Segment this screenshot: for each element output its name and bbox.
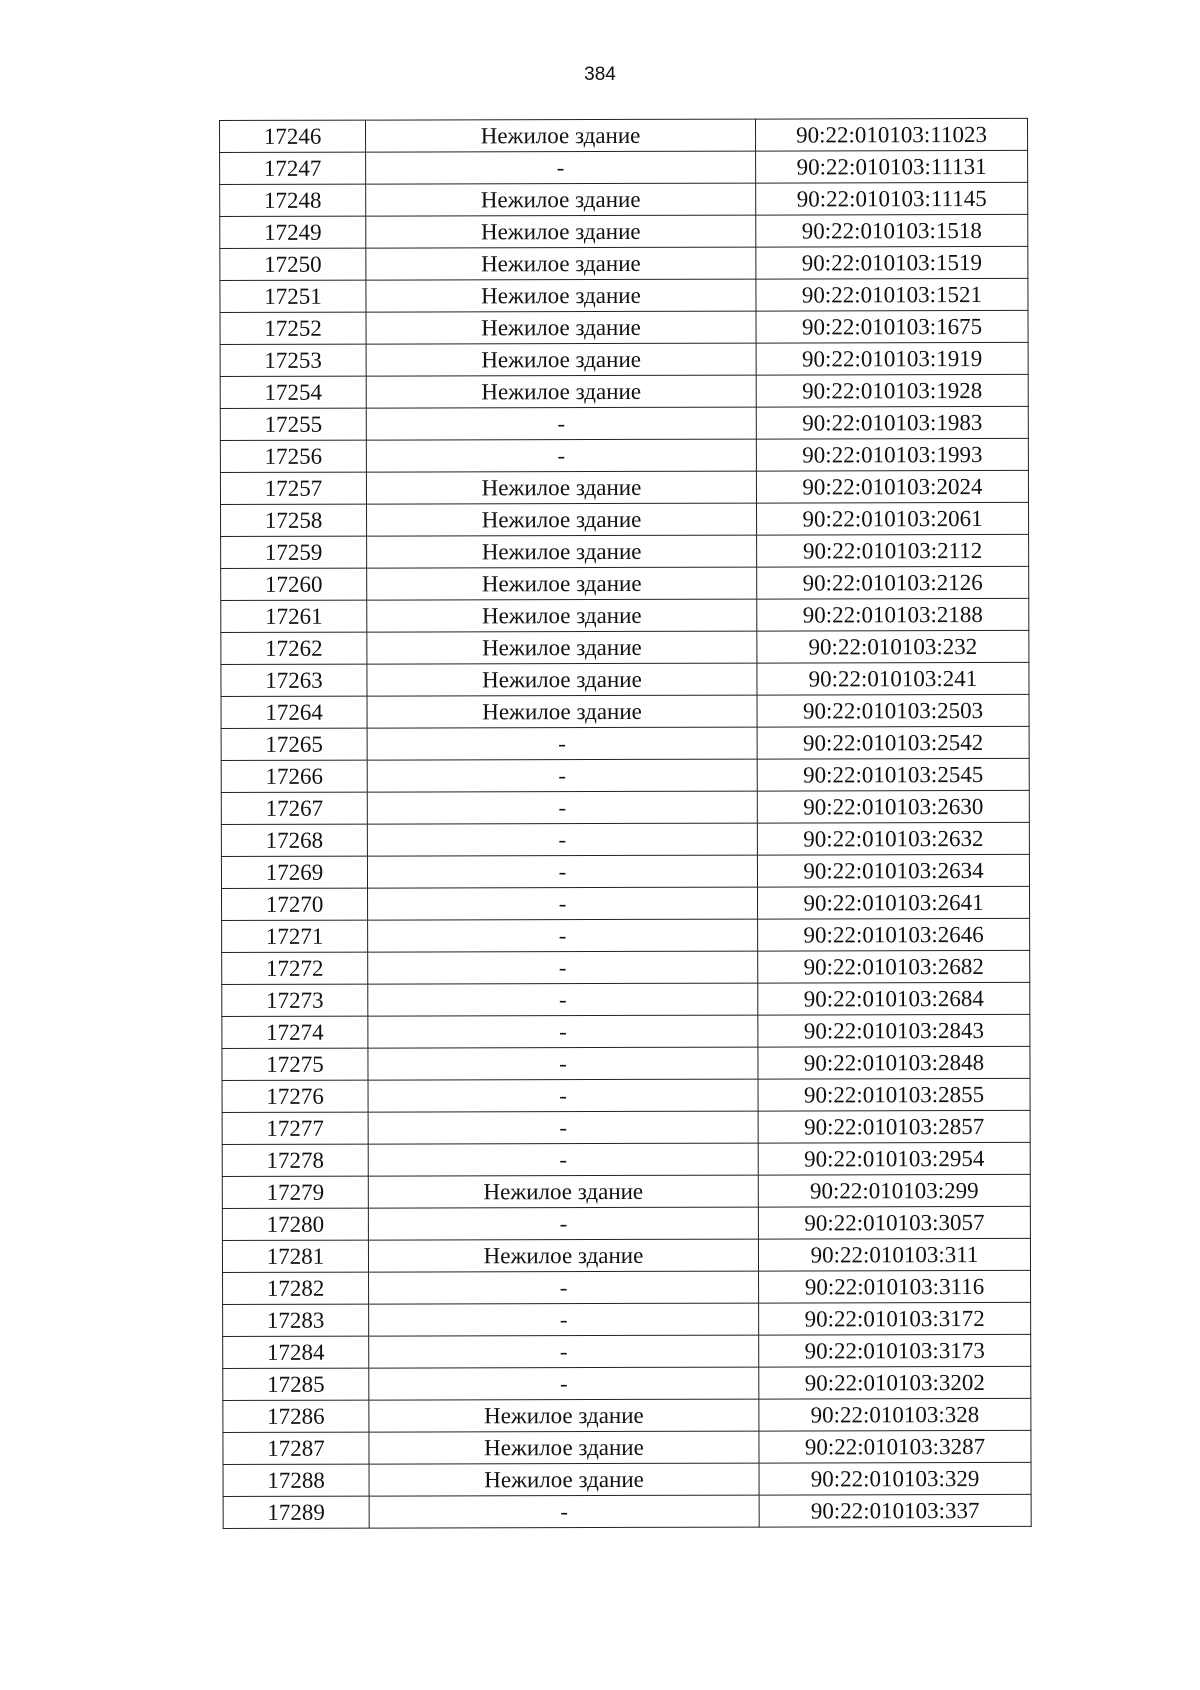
cadastral-number-cell: 90:22:010103:299 [758, 1174, 1030, 1207]
table-row [222, 1014, 1030, 1048]
cadastral-number-cell: 90:22:010103:328 [759, 1398, 1031, 1431]
table-row [220, 470, 1028, 504]
table-row [221, 534, 1029, 568]
table-row [223, 1430, 1031, 1464]
cadastral-number-cell: 90:22:010103:1521 [756, 278, 1028, 311]
row-number-cell: 17279 [222, 1176, 368, 1208]
object-type-cell: Нежилое здание [369, 1399, 759, 1432]
table-row [222, 1078, 1030, 1112]
row-number-cell: 17285 [223, 1368, 369, 1400]
object-type-cell: Нежилое здание [367, 535, 757, 568]
object-type-cell: - [368, 1111, 758, 1144]
row-number-cell: 17278 [222, 1144, 368, 1176]
table-row [221, 758, 1029, 792]
table-row [222, 1174, 1030, 1208]
table-row [222, 886, 1030, 920]
table-body [220, 118, 1032, 1528]
row-number-cell: 17286 [223, 1400, 369, 1432]
cadastral-number-cell: 90:22:010103:2061 [757, 502, 1029, 535]
row-number-cell: 17282 [223, 1272, 369, 1304]
cadastral-number-cell: 90:22:010103:1983 [756, 406, 1028, 439]
table-row [223, 1494, 1031, 1528]
cadastral-number-cell: 90:22:010103:2682 [758, 950, 1030, 983]
object-type-cell: - [367, 855, 757, 888]
table-row [223, 1334, 1031, 1368]
object-type-cell: Нежилое здание [367, 695, 757, 728]
row-number-cell: 17272 [222, 952, 368, 984]
cadastral-number-cell: 90:22:010103:232 [757, 630, 1029, 663]
cadastral-number-cell: 90:22:010103:2857 [758, 1110, 1030, 1143]
row-number-cell: 17266 [221, 760, 367, 792]
table-row [223, 1398, 1031, 1432]
cadastral-number-cell: 90:22:010103:2848 [758, 1046, 1030, 1079]
cadastral-number-cell: 90:22:010103:241 [757, 662, 1029, 695]
row-number-cell: 17262 [221, 632, 367, 664]
cadastral-number-cell: 90:22:010103:2126 [757, 566, 1029, 599]
object-type-cell: Нежилое здание [367, 663, 757, 696]
cadastral-number-cell: 90:22:010103:2632 [757, 822, 1029, 855]
row-number-cell: 17248 [220, 184, 366, 216]
table-row [220, 342, 1028, 376]
object-type-cell: Нежилое здание [366, 119, 756, 152]
row-number-cell: 17275 [222, 1048, 368, 1080]
row-number-cell: 17268 [221, 824, 367, 856]
object-type-cell: - [369, 1495, 759, 1528]
table-row [222, 1206, 1030, 1240]
table-row [222, 950, 1030, 984]
row-number-cell: 17271 [222, 920, 368, 952]
table-row [220, 246, 1028, 280]
cadastral-number-cell: 90:22:010103:2634 [757, 854, 1029, 887]
table-row [220, 374, 1028, 408]
table-row [220, 182, 1028, 216]
cadastral-number-cell: 90:22:010103:2112 [757, 534, 1029, 567]
object-type-cell: - [368, 919, 758, 952]
row-number-cell: 17250 [220, 248, 366, 280]
cadastral-number-cell: 90:22:010103:311 [758, 1238, 1030, 1271]
row-number-cell: 17251 [220, 280, 366, 312]
object-type-cell: - [368, 1015, 758, 1048]
object-type-cell: Нежилое здание [367, 503, 757, 536]
object-type-cell: - [368, 1047, 758, 1080]
object-type-cell: - [368, 1143, 758, 1176]
table-row [223, 1270, 1031, 1304]
cadastral-number-cell: 90:22:010103:3173 [759, 1334, 1031, 1367]
table-row [221, 694, 1029, 728]
cadastral-number-cell: 90:22:010103:11145 [756, 182, 1028, 215]
cadastral-number-cell: 90:22:010103:2954 [758, 1142, 1030, 1175]
row-number-cell: 17274 [222, 1016, 368, 1048]
table-row [220, 438, 1028, 472]
row-number-cell: 17265 [221, 728, 367, 760]
object-type-cell: - [368, 1079, 758, 1112]
object-type-cell: Нежилое здание [366, 343, 756, 376]
row-number-cell: 17261 [221, 600, 367, 632]
object-type-cell: - [367, 823, 757, 856]
cadastral-number-cell: 90:22:010103:329 [759, 1462, 1031, 1495]
row-number-cell: 17270 [222, 888, 368, 920]
row-number-cell: 17254 [220, 376, 366, 408]
object-type-cell: - [367, 759, 757, 792]
row-number-cell: 17273 [222, 984, 368, 1016]
object-type-cell: - [369, 1367, 759, 1400]
cadastral-number-cell: 90:22:010103:3202 [759, 1366, 1031, 1399]
row-number-cell: 17281 [222, 1240, 368, 1272]
table-row [221, 662, 1029, 696]
object-type-cell: Нежилое здание [366, 183, 756, 216]
table-row [222, 1142, 1030, 1176]
object-type-cell: Нежилое здание [366, 247, 756, 280]
object-type-cell: Нежилое здание [369, 1431, 759, 1464]
row-number-cell: 17287 [223, 1432, 369, 1464]
object-type-cell: - [369, 1335, 759, 1368]
object-type-cell: - [366, 407, 756, 440]
object-type-cell: Нежилое здание [366, 471, 756, 504]
cadastral-table [219, 118, 1032, 1529]
object-type-cell: Нежилое здание [368, 1175, 758, 1208]
cadastral-number-cell: 90:22:010103:1675 [756, 310, 1028, 343]
table-row [223, 1366, 1031, 1400]
table-row [221, 502, 1029, 536]
row-number-cell: 17288 [223, 1464, 369, 1496]
row-number-cell: 17255 [220, 408, 366, 440]
cadastral-number-cell: 90:22:010103:1993 [756, 438, 1028, 471]
table-row [222, 982, 1030, 1016]
object-type-cell: Нежилое здание [367, 599, 757, 632]
object-type-cell: Нежилое здание [368, 1239, 758, 1272]
cadastral-number-cell: 90:22:010103:2630 [757, 790, 1029, 823]
object-type-cell: Нежилое здание [366, 279, 756, 312]
row-number-cell: 17247 [220, 152, 366, 184]
table-row [221, 566, 1029, 600]
cadastral-number-cell: 90:22:010103:2188 [757, 598, 1029, 631]
cadastral-number-cell: 90:22:010103:2503 [757, 694, 1029, 727]
row-number-cell: 17253 [220, 344, 366, 376]
cadastral-number-cell: 90:22:010103:2646 [758, 918, 1030, 951]
cadastral-number-cell: 90:22:010103:337 [759, 1494, 1031, 1527]
cadastral-number-cell: 90:22:010103:3057 [758, 1206, 1030, 1239]
object-type-cell: - [368, 1207, 758, 1240]
row-number-cell: 17283 [223, 1304, 369, 1336]
table-row [220, 214, 1028, 248]
row-number-cell: 17256 [220, 440, 366, 472]
object-type-cell: - [366, 439, 756, 472]
object-type-cell: Нежилое здание [369, 1463, 759, 1496]
table-row [220, 150, 1028, 184]
row-number-cell: 17284 [223, 1336, 369, 1368]
cadastral-number-cell: 90:22:010103:1519 [756, 246, 1028, 279]
cadastral-number-cell: 90:22:010103:3116 [759, 1270, 1031, 1303]
cadastral-number-cell: 90:22:010103:2843 [758, 1014, 1030, 1047]
cadastral-number-cell: 90:22:010103:1518 [756, 214, 1028, 247]
row-number-cell: 17246 [220, 120, 366, 152]
row-number-cell: 17289 [223, 1496, 369, 1528]
table-row [222, 918, 1030, 952]
cadastral-number-cell: 90:22:010103:1919 [756, 342, 1028, 375]
cadastral-number-cell: 90:22:010103:3287 [759, 1430, 1031, 1463]
table-row [220, 118, 1028, 152]
table-row [223, 1462, 1031, 1496]
table-row [220, 406, 1028, 440]
row-number-cell: 17249 [220, 216, 366, 248]
object-type-cell: - [367, 791, 757, 824]
cadastral-number-cell: 90:22:010103:3172 [759, 1302, 1031, 1335]
table-row [223, 1302, 1031, 1336]
row-number-cell: 17258 [221, 504, 367, 536]
row-number-cell: 17267 [221, 792, 367, 824]
object-type-cell: Нежилое здание [366, 311, 756, 344]
row-number-cell: 17280 [222, 1208, 368, 1240]
object-type-cell: Нежилое здание [367, 567, 757, 600]
table-row [220, 310, 1028, 344]
cadastral-number-cell: 90:22:010103:2024 [756, 470, 1028, 503]
cadastral-number-cell: 90:22:010103:2542 [757, 726, 1029, 759]
row-number-cell: 17260 [221, 568, 367, 600]
object-type-cell: Нежилое здание [367, 631, 757, 664]
cadastral-number-cell: 90:22:010103:1928 [756, 374, 1028, 407]
row-number-cell: 17264 [221, 696, 367, 728]
table-row [222, 1110, 1030, 1144]
row-number-cell: 17276 [222, 1080, 368, 1112]
table-row [222, 1046, 1030, 1080]
table-row [221, 630, 1029, 664]
table-row [221, 726, 1029, 760]
table-row [222, 1238, 1030, 1272]
table-row [221, 822, 1029, 856]
row-number-cell: 17277 [222, 1112, 368, 1144]
table-row [221, 598, 1029, 632]
object-type-cell: - [368, 951, 758, 984]
object-type-cell: - [367, 727, 757, 760]
row-number-cell: 17257 [220, 472, 366, 504]
object-type-cell: - [366, 151, 756, 184]
object-type-cell: Нежилое здание [366, 215, 756, 248]
cadastral-number-cell: 90:22:010103:2641 [758, 886, 1030, 919]
object-type-cell: - [368, 983, 758, 1016]
cadastral-number-cell: 90:22:010103:11023 [755, 118, 1027, 151]
object-type-cell: Нежилое здание [366, 375, 756, 408]
table-row [220, 278, 1028, 312]
cadastral-number-cell: 90:22:010103:2855 [758, 1078, 1030, 1111]
cadastral-number-cell: 90:22:010103:2545 [757, 758, 1029, 791]
row-number-cell: 17252 [220, 312, 366, 344]
row-number-cell: 17259 [221, 536, 367, 568]
cadastral-number-cell: 90:22:010103:11131 [756, 150, 1028, 183]
row-number-cell: 17269 [221, 856, 367, 888]
object-type-cell: - [368, 887, 758, 920]
object-type-cell: - [369, 1271, 759, 1304]
object-type-cell: - [369, 1303, 759, 1336]
table-row [221, 854, 1029, 888]
page-number: 384 [584, 64, 616, 85]
row-number-cell: 17263 [221, 664, 367, 696]
table-row [221, 790, 1029, 824]
cadastral-number-cell: 90:22:010103:2684 [758, 982, 1030, 1015]
